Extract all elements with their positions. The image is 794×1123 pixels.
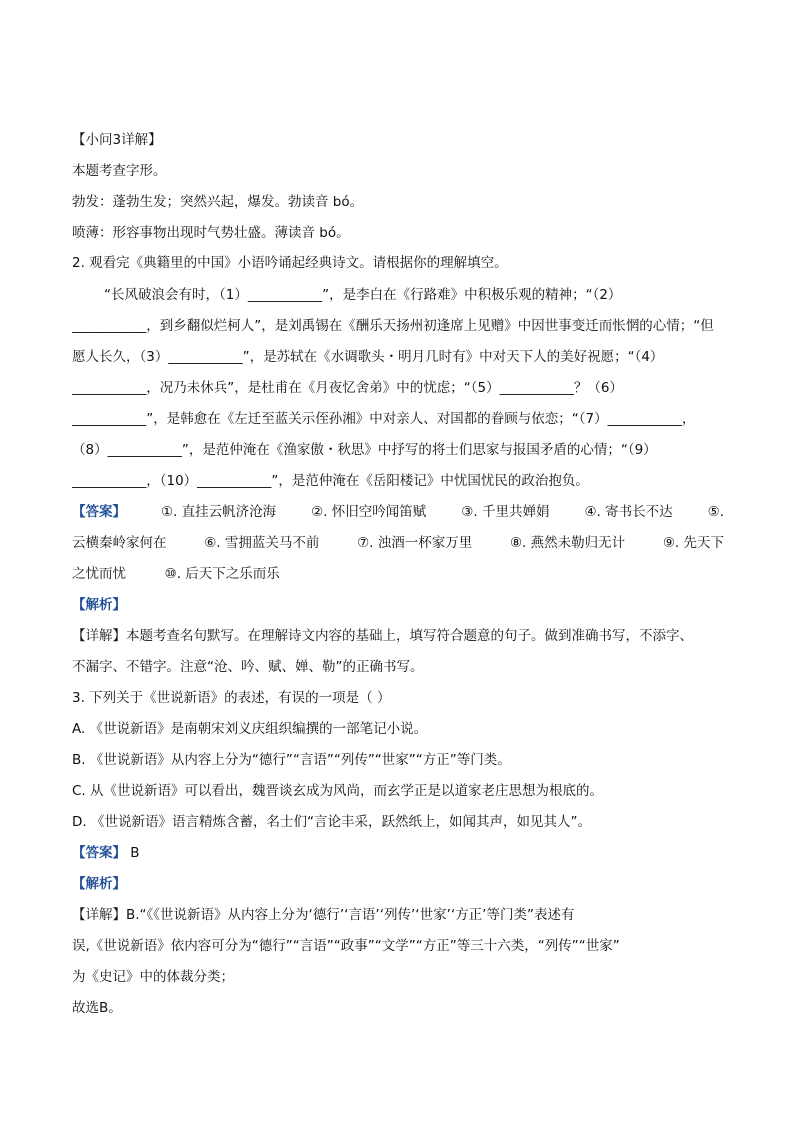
answer-item: ⑧. 燕然未勒归无计 <box>509 535 626 551</box>
answer-line <box>72 844 724 862</box>
option-d: D. 《世说新语》语言精炼含蓄，名士们“言论丰采，跃然纸上，如闻其声，如见其人”。 <box>72 814 591 830</box>
answer-value: B <box>130 845 140 861</box>
conclusion-text: 故选B。 <box>72 1000 122 1016</box>
question-2-text: （8）___________”，是范仲淹在《渔家傲・秋思》中抒写的将士们思家与报国矛盾的心情；“（9） <box>72 442 657 458</box>
answer-line <box>72 534 724 552</box>
answer-item: ③. 千里共婵娟 <box>461 504 550 520</box>
detail-text: 为《史记》中的体裁分类； <box>72 969 234 985</box>
analysis-label: 【解析】 <box>72 597 126 613</box>
answer-item: ④. 寄书长不达 <box>584 504 673 520</box>
detail-text: 【详解】B.“《《世说新语》从内容上分为‘德行’‘言语’‘列传’‘世家’‘方正’等门类”表述有 <box>72 907 575 923</box>
answer-label: 【答案】 <box>72 504 126 520</box>
answer-item: ⑨. 先天下 <box>662 535 724 551</box>
answer-item: ⑦. 浊酒一杯家万里 <box>357 535 473 551</box>
text-line: 本题考查字形。 <box>72 163 167 179</box>
answer-item: 云横秦岭家何在 <box>72 535 167 551</box>
question-2-text: ___________”，是韩愈在《左迁至蓝关示侄孙湘》中对亲人、对国都的眷顾与依恋；“（7）___________， <box>72 411 696 427</box>
answer-item: ⑩. 后天下之乐而乐 <box>164 566 280 582</box>
detail-text: 误,《世说新语》依内容可分为“德行”“言语”“政事”“文学”“方正”等三十六类，“列传”“世家” <box>72 938 620 954</box>
answer-line <box>72 565 724 583</box>
option-c: C. 从《世说新语》可以看出，魏晋谈玄成为风尚，而玄学正是以道家老庄思想为根底的。 <box>72 783 604 799</box>
option-a: A. 《世说新语》是南朝宋刘义庆组织编撰的一部笔记小说。 <box>72 721 428 737</box>
text-line: 喷薄：形容事物出现时气势壮盛。薄读音 bó。 <box>72 225 350 241</box>
option-b: B. 《世说新语》从内容上分为“德行”“言语”“列传”“世家”“方正”等门类。 <box>72 752 511 768</box>
question-2-title: 2. 观看完《典籍里的中国》小语吟诵起经典诗文。请根据你的理解填空。 <box>72 255 508 271</box>
question-2-text: ___________，到乡翻似烂柯人”，是刘禹锡在《酬乐天扬州初逢席上见赠》中因世事变迁而怅惘的心情；“但 <box>72 318 714 334</box>
analysis-label: 【解析】 <box>72 876 126 892</box>
answer-label: 【答案】 <box>72 845 126 861</box>
answer-item: 之忧而忧 <box>72 566 126 582</box>
question-2-text: ___________，况乃未休兵”，是杜甫在《月夜忆舍弟》中的忧虑；“（5）___________？（6） <box>72 380 623 396</box>
detail-text: 不漏字、不错字。注意“沧、吟、赋、婵、勒”的正确书写。 <box>72 659 424 675</box>
answer-line <box>72 503 724 521</box>
answer-item: ⑤. <box>707 504 724 520</box>
answer-item: ②. 怀旧空吟闻笛赋 <box>311 504 427 520</box>
question-3-title: 3. 下列关于《世说新语》的表述，有误的一项是（ ） <box>72 690 391 706</box>
answer-item: ⑥. 雪拥蓝关马不前 <box>204 535 320 551</box>
question-2-text: 愿人长久，（3）___________”，是苏轼在《水调歌头・明月几时有》中对天下人的美好祝愿；“（4） <box>72 349 664 365</box>
subquestion-3-header: 【小问3详解】 <box>72 132 162 148</box>
answer-item: ①. 直挂云帆济沧海 <box>160 504 277 520</box>
question-2-text: ___________，（10）___________”，是范仲淹在《岳阳楼记》中忧国忧民的政治抱负。 <box>72 473 589 489</box>
text-line: 勃发：蓬勃生发；突然兴起，爆发。勃读音 bó。 <box>72 194 364 210</box>
detail-text: 【详解】本题考查名句默写。在理解诗文内容的基础上，填写符合题意的句子。做到准确书写，不添字、 <box>72 628 693 644</box>
question-2-text: “长风破浪会有时，（1）___________”，是李白在《行路难》中积极乐观的精神；“（2） <box>104 287 622 303</box>
